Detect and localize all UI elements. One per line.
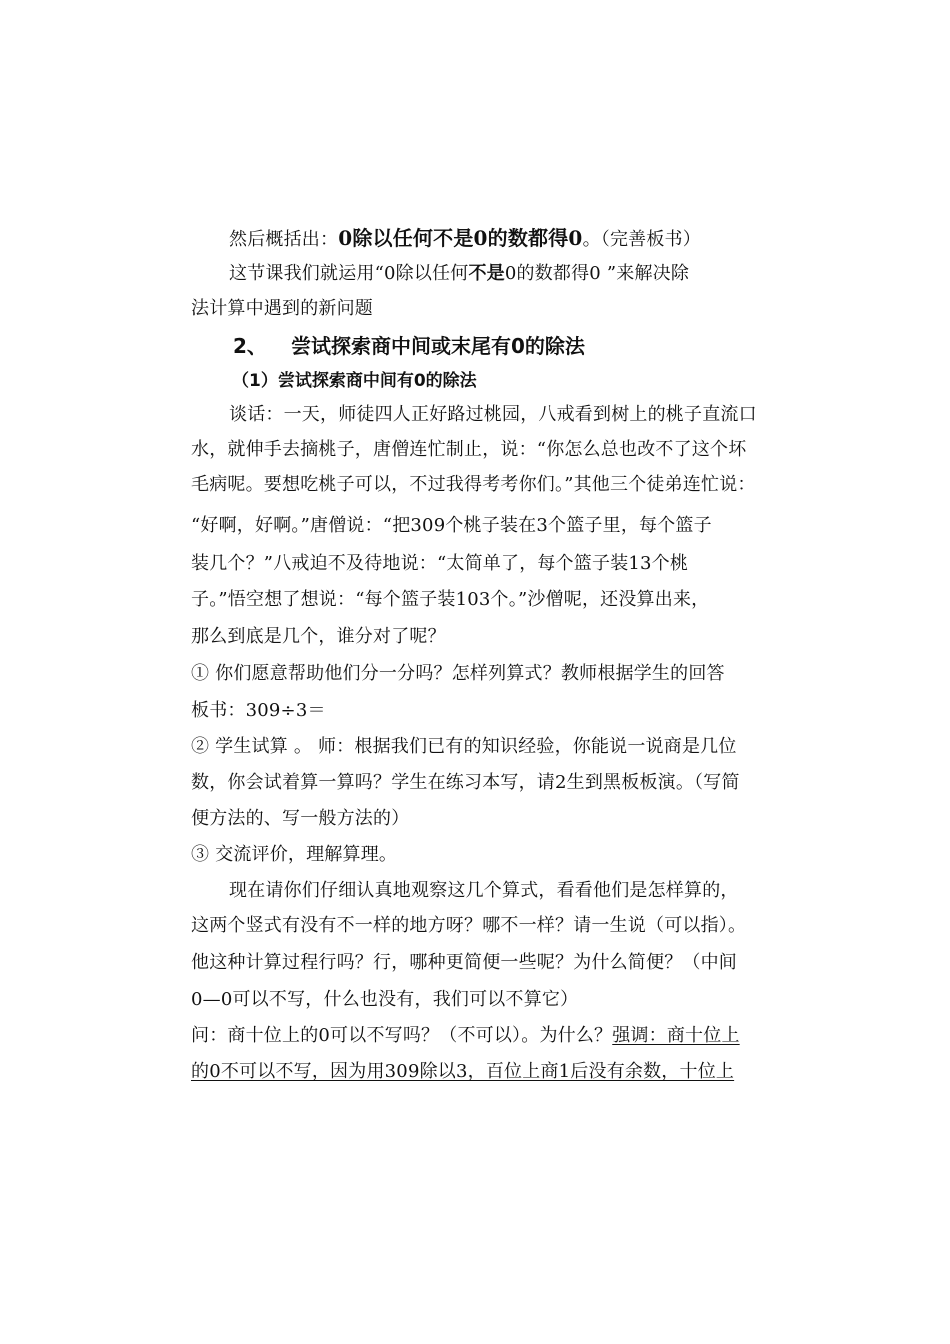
- section-number: 2、: [233, 334, 267, 358]
- story-line: 子。”悟空想了想说：“每个篮子装103个。”沙僧呢，还没算出来，: [191, 589, 710, 610]
- step2-line: 数，你会试着算一算吗？学生在练习本写，请2生到黑板板演。（写简: [191, 772, 740, 793]
- observe-line: 这两个竖式有没有不一样的地方呀？哪不一样？请一生说（可以指）。: [191, 915, 747, 936]
- summary-prefix: 然后概括出：: [229, 229, 339, 250]
- story-line: 毛病呢。要想吃桃子可以，不过我得考考你们。”其他三个徒弟连忙说：: [191, 474, 756, 495]
- step2-line: ② 学生试算 。 师：根据我们已有的知识经验，你能说一说商是几位: [191, 736, 737, 757]
- intro-text-b: 0的数都得0 ”来解决除: [504, 263, 690, 284]
- observe-line: 0—0可以不写，什么也没有，我们可以不算它）: [191, 989, 579, 1010]
- summary-rule: 0除以任何不是0的数都得0: [338, 226, 583, 250]
- intro-text-a: 这节课我们就运用“0除以任何: [229, 263, 469, 284]
- intro-line-1: [229, 262, 689, 286]
- observe-line: 现在请你们仔细认真地观察这几个算式，看看他们是怎样算的，: [229, 880, 739, 901]
- emphasis-line: 的0不可以不写，因为用309除以3，百位上商1后没有余数，十位上: [191, 1061, 735, 1082]
- story-line: 那么到底是几个，谁分对了呢？: [191, 626, 446, 647]
- observe-line: 他这种计算过程行吗？行，哪种更简便一些呢？为什么简便？（中间: [191, 952, 737, 973]
- step3-line: ③ 交流评价，理解算理。: [191, 844, 398, 865]
- step1-line: 板书：309÷3＝: [191, 700, 326, 721]
- subsection-heading: （1）尝试探索商中间有0的除法: [232, 371, 477, 391]
- story-line: 装几个？”八戒迫不及待地说：“太简单了，每个篮子装13个桃: [191, 553, 689, 574]
- summary-suffix: 。（完善板书）: [582, 229, 701, 250]
- step1-line: ① 你们愿意帮助他们分一分吗？怎样列算式？教师根据学生的回答: [191, 663, 725, 684]
- intro-text-bold: 不是: [468, 263, 505, 284]
- story-line: “好啊，好啊。”唐僧说：“把309个桃子装在3个篮子里，每个篮子: [191, 515, 712, 536]
- question-line: [191, 1024, 740, 1048]
- question-text: 问：商十位上的0可以不写吗？（不可以）。为什么？: [191, 1025, 613, 1046]
- summary-line: [229, 226, 701, 252]
- emphasis-text: 强调：商十位上: [612, 1025, 740, 1046]
- step2-line: 便方法的、写一般方法的）: [191, 808, 410, 829]
- section-heading: 尝试探索商中间或末尾有0的除法: [291, 334, 585, 358]
- intro-line-2: 法计算中遇到的新问题: [191, 298, 373, 319]
- story-line: 水，就伸手去摘桃子，唐僧连忙制止，说：“你怎么总也改不了这个坏: [191, 439, 747, 460]
- story-line: 谈话：一天，师徒四人正好路过桃园，八戒看到树上的桃子直流口: [229, 404, 757, 425]
